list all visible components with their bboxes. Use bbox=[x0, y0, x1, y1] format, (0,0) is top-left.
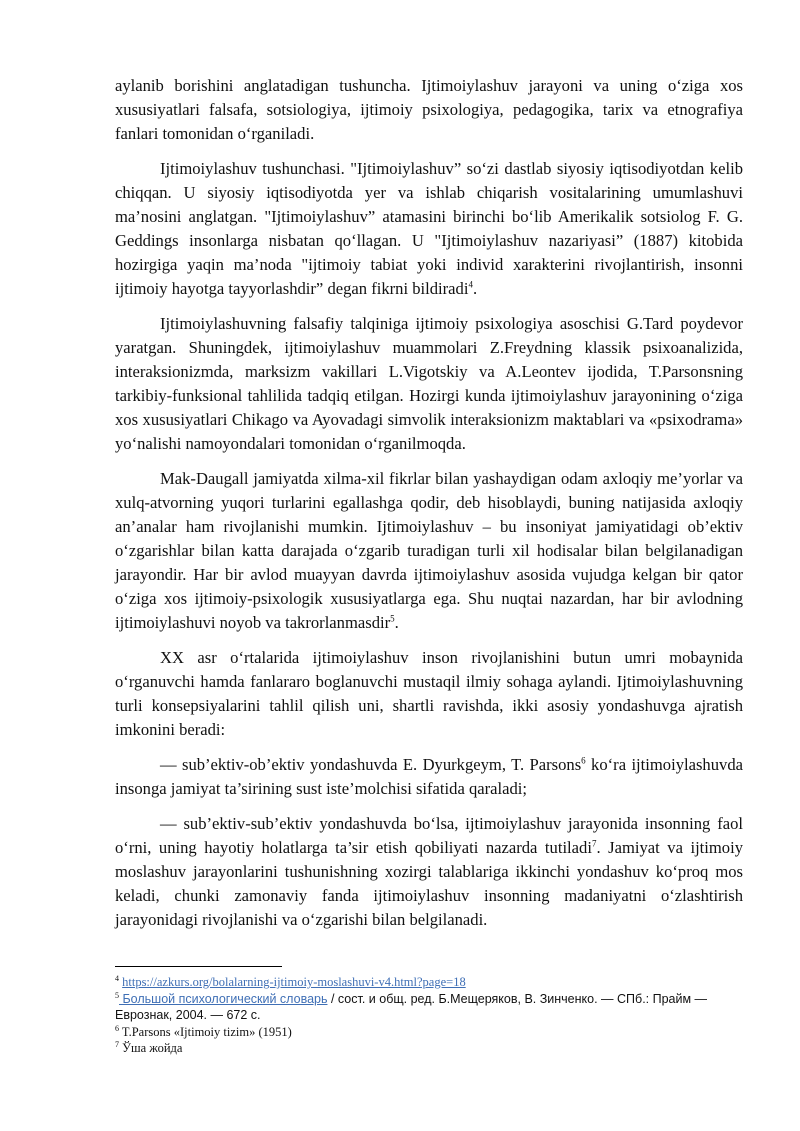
paragraph bbox=[115, 74, 743, 146]
paragraph-text: . bbox=[394, 613, 399, 632]
footnote-link[interactable]: https://azkurs.org/bolalarning-ijtimoiy-moslashuvi-v4.html?page=18 bbox=[122, 975, 466, 989]
paragraph-text: ko‘ra ijtimoiylashuvda insonga jamiyat ta’sirining sust iste’molchisi sifatida qaraladi; bbox=[115, 755, 743, 798]
footnote-ref[interactable]: 7 bbox=[591, 838, 597, 849]
paragraph-text: Mak-Daugall jamiyatda xilma-xil fikrlar bilan yashaydigan odam axloqiy me’yorlar va xulq-atvorning yuqori turlarini egallashga qodir, deb hisoblaydi, buning natijasida axloqiy an’analar ham rivojlanishi mumkin. Ijtimoiylashuv – bu insoniyat jamiyatidagi ob’ektiv o‘zgarishlar bilan katta darajada o‘zgarib turadigan turli xil hodisalar bilan belgilanadigan jarayondir. Har bir avlod muayyan davrda ijtimoiylashuv asosida vujudga kelgan bir qator o‘ziga xos ijtimoiy-psixologik xususiyatlarga ega. Shu nuqtai nazardan, har bir avlodning ijtimoiylashuvi noyob va takrorlanmasdir bbox=[115, 469, 743, 632]
footnote-number: 6 bbox=[115, 1023, 119, 1033]
footnote-text: T.Parsons «Ijtimoiy tizim» (1951) bbox=[119, 1024, 292, 1039]
footnote-separator bbox=[115, 966, 282, 967]
footnote-ref[interactable]: 6 bbox=[581, 755, 586, 766]
footnote-6 bbox=[115, 1024, 743, 1041]
footnote-number: 7 bbox=[115, 1039, 119, 1049]
footnotes bbox=[115, 974, 743, 1057]
footnote-text: / сост. и общ. ред. Б.Мещеряков, В. Зинченко. — СПб.: Прайм — Еврознак, 2004. — 672 с. bbox=[115, 991, 708, 1022]
paragraph bbox=[115, 467, 743, 635]
footnote-5 bbox=[115, 991, 743, 1024]
paragraph-text: Ijtimoiylashuv tushunchasi. "Ijtimoiylashuv” so‘zi dastlab siyosiy iqtisodiyotdan kelib chiqqan. U siyosiy iqtisodiyotda yer va ishlab chiqarish vositalarining umumlashuvi ma’nosini anglatgan. "Ijtimoiylashuv” atamasini birinchi bo‘lib Amerikalik sotsiolog F. G. Geddings insonlarga nisbatan qo‘llagan. U "Ijtimoiylashuv nazariyasi” (1887) kitobida hozirgiga yaqin ma’noda "ijtimoiy tabiat yoki individ xarakterini rivojlantirish, insonni ijtimoiy hayotga tayyorlashdir” degan fikrni bildiradi bbox=[115, 159, 743, 298]
footnote-number: 5 bbox=[115, 990, 119, 1000]
paragraph-text: — sub’ektiv-ob’ektiv yondashuvda E. Dyurkgeym, T. Parsons bbox=[160, 755, 582, 774]
footnote-4 bbox=[115, 974, 743, 991]
footnote-text: Ўша жойда bbox=[119, 1041, 183, 1055]
paragraph-text: XX asr o‘rtalarida ijtimoiylashuv inson rivojlanishini butun umri mobaynida o‘rganuvchi hamda fanlararo boglanuvchi mustaqil ilmiy sohaga aylandi. Ijtimoiylashuvning turli konsepsiyalarini tahlil qilish uni, shartli ravishda, ikki asosiy yondashuvga ajratish imkonini beradi: bbox=[115, 648, 743, 739]
footnote-link[interactable]: Большой психологический словарь bbox=[119, 991, 328, 1006]
paragraph-text: — sub’ektiv-sub’ektiv yondashuvda bo‘lsa, ijtimoiylashuv jarayonida insonning faol o‘rni, uning hayotiy holatlarga ta’sir etish qobiliyati nazarda tutiladi bbox=[115, 814, 743, 857]
footnote-ref[interactable]: 4 bbox=[468, 279, 473, 290]
list-item bbox=[115, 753, 743, 801]
paragraph bbox=[115, 157, 743, 301]
paragraph bbox=[115, 312, 743, 456]
document-body bbox=[115, 74, 743, 943]
paragraph-text: aylanib borishini anglatadigan tushuncha. Ijtimoiylashuv jarayoni va uning o‘ziga xos xususiyatlari falsafa, sotsiologiya, ijtimoiy psixologiya, pedagogika, tarix va etnografiya fanlari tomonidan o‘rganiladi. bbox=[115, 76, 743, 143]
paragraph bbox=[115, 646, 743, 742]
list-item bbox=[115, 812, 743, 932]
footnote-ref[interactable]: 5 bbox=[390, 613, 395, 624]
footnote-number: 4 bbox=[115, 973, 119, 983]
paragraph-text: Ijtimoiylashuvning falsafiy talqiniga ijtimoiy psixologiya asoschisi G.Tard poydevor yaratgan. Shuningdek, ijtimoiylashuv muammolari Z.Freydning klassik psixoanalizida, interaksionizmda, marksizm vakillari L.Vigotskiy va A.Leontev ijodida, T.Parsonsning tarkibiy-funksional tahlilida tadqiq etilgan. Hozirgi kunda ijtimoiylashuv jarayonining o‘ziga xos xususiyatlari Chikago va Ayovadagi simvolik interaksionizm maktablari va «psixodrama» yo‘nalishi namoyondalari tomonidan o‘rganilmoqda. bbox=[115, 314, 743, 453]
paragraph-text: . Jamiyat va ijtimoiy moslashuv jarayonlarini tushunishning xozirgi talablariga ikkinchi yondashuv ko‘proq mos keladi, chunki zamonaviy fanda ijtimoiylashuv insonning madaniyatni o‘zlashtirish jarayonidagi rivojlanishi va o‘zgarishi bilan belgilanadi. bbox=[115, 838, 744, 929]
footnote-7 bbox=[115, 1040, 743, 1057]
paragraph-text: . bbox=[472, 279, 478, 298]
